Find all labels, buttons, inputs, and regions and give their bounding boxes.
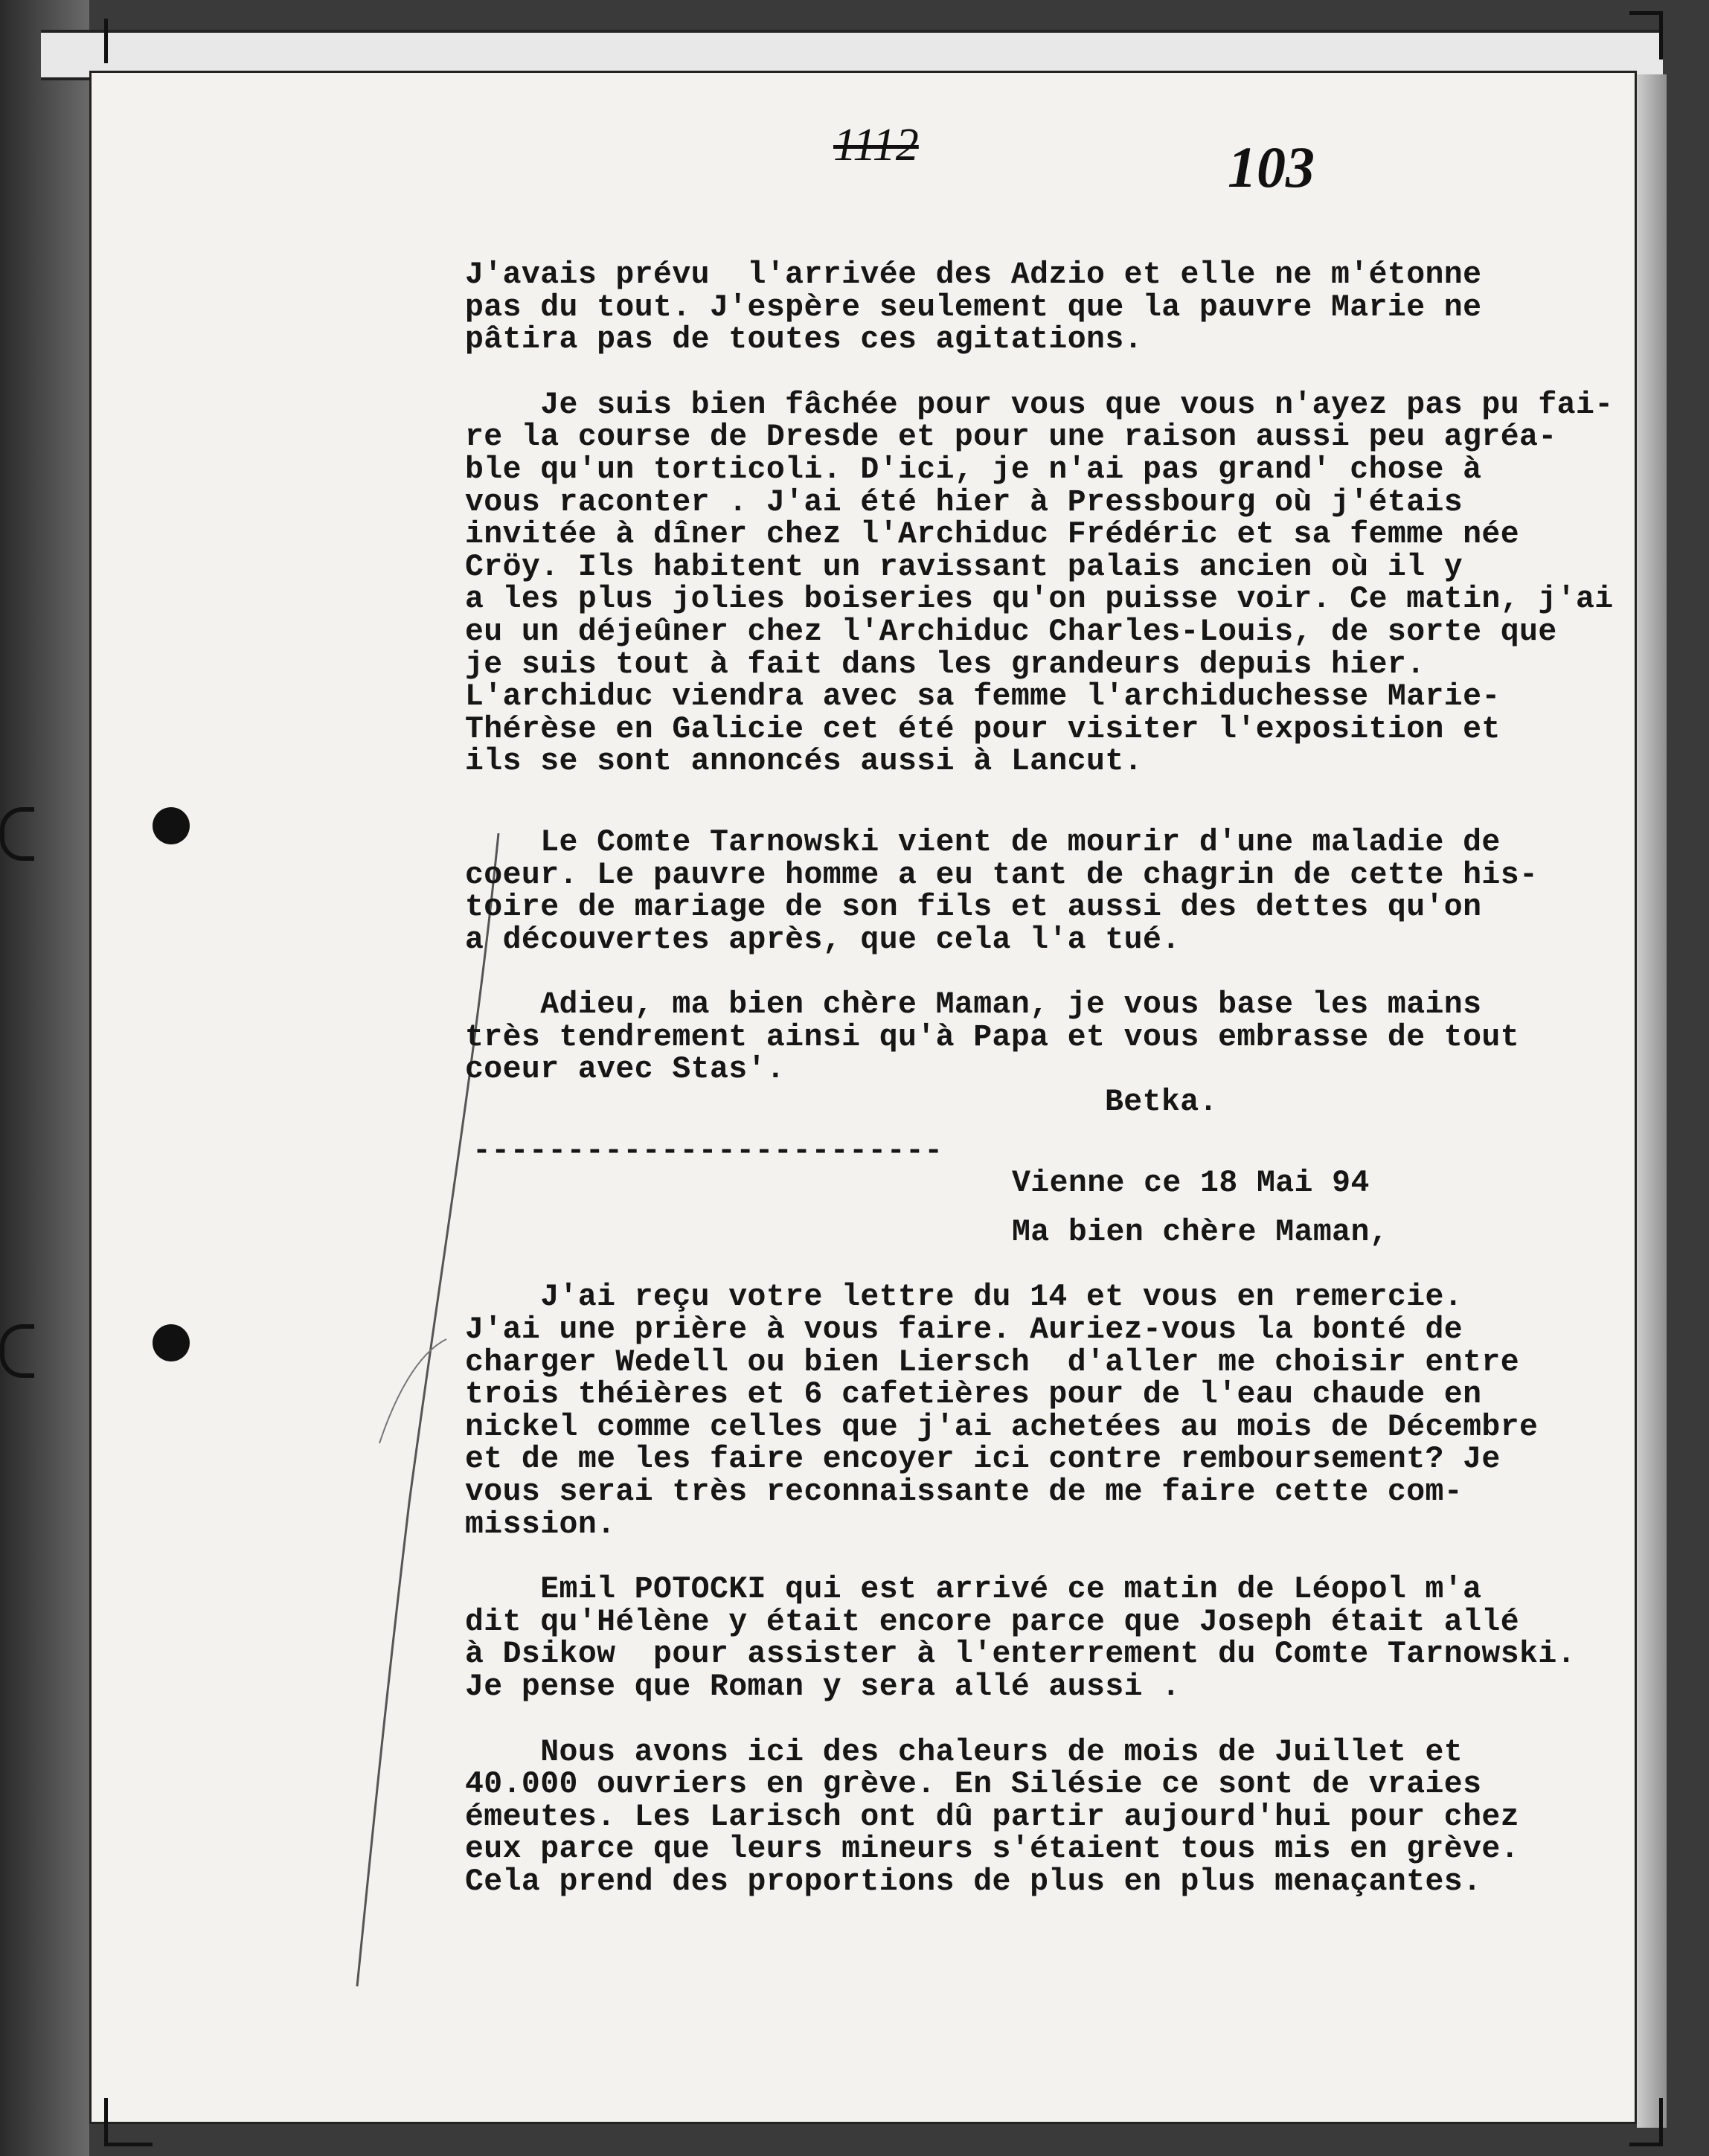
paragraph [465,259,1626,356]
scan-left-edge [0,0,89,2156]
text-line: invitée à dîner chez l'Archiduc Frédéric et sa femme née [465,517,1520,553]
text-line: vous raconter . J'ai été hier à Pressbourg où j'étais [465,484,1463,520]
text-line: Emil POTOCKI qui est arrivé ce matin de Léopol m'a [465,1572,1482,1608]
text-line: Le Comte Tarnowski vient de mourir d'une maladie de [465,824,1501,860]
text-line: trois théières et 6 cafetières pour de l'eau chaude en [465,1377,1482,1413]
text-line: Thérèse en Galicie cet été pour visiter l'exposition et [465,711,1501,747]
paragraph [465,1281,1626,1541]
text-line: J'ai reçu votre lettre du 14 et vous en remercie. [465,1280,1463,1315]
text-line: J'ai une prière à vous faire. Auriez-vous la bonté de [465,1312,1463,1348]
salutation: Ma bien chère Maman, [1012,1214,1389,1250]
text-line: pâtira pas de toutes ces agitations. [465,322,1143,358]
text-line: J'avais prévu l'arrivée des Adzio et elle ne m'étonne [465,257,1482,292]
text-line: ble qu'un torticoli. D'ici, je n'ai pas grand' chose à [465,452,1482,487]
text-line: à Dsikow pour assister à l'enterrement du Comte Tarnowski. [465,1637,1576,1672]
text-line: coeur. Le pauvre homme a eu tant de chagrin de cette his- [465,857,1539,893]
letter-2 [465,1167,1626,1898]
text-line: Cröy. Ils habitent un ravissant palais ancien où il y [465,549,1463,585]
text-line: Adieu, ma bien chère Maman, je vous base les mains [465,987,1482,1023]
crop-mark-bottom-left [104,2098,153,2146]
paragraph [465,1736,1626,1899]
stacked-pages-edge [1637,74,1667,2128]
text-line: coeur avec Stas'. [465,1052,786,1088]
dateline: Vienne ce 18 Mai 94 [1012,1166,1370,1201]
text-line: Cela prend des proportions de plus en plus menaçantes. [465,1864,1482,1899]
text-line: a les plus jolies boiseries qu'on puisse voir. Ce matin, j'ai [465,582,1614,617]
paragraph [465,389,1626,778]
text-line: Je pense que Roman y sera allé aussi . [465,1669,1181,1704]
text-line: mission. [465,1507,616,1542]
letter-1 [465,259,1626,1119]
separator-line: ------------------------- [472,1133,943,1169]
text-line: re la course de Dresde et pour une raison aussi peu agréa- [465,420,1557,455]
text-line: dit qu'Hélène y était encore parce que Joseph était allé [465,1604,1520,1640]
paragraph [465,989,1626,1086]
text-line: eux parce que leurs mineurs s'étaient tous mis en grève. [465,1832,1520,1867]
crop-mark-top-right [1629,11,1663,60]
typewritten-text [465,259,1626,1899]
text-line: eu un déjeûner chez l'Archiduc Charles-Louis, de sorte que [465,614,1557,649]
crossed-page-number: 1112 [833,120,919,170]
text-line: a découvertes après, que cela l'a tué. [465,922,1181,957]
paragraph [465,824,1626,957]
signature: Betka. [1105,1085,1218,1120]
paragraph [465,1573,1626,1703]
text-line: Je suis bien fâchée pour vous que vous n'ayez pas pu fai- [465,387,1614,423]
crop-mark-top-left [104,19,153,63]
text-line: je suis tout à fait dans les grandeurs depuis hier. [465,647,1426,682]
punch-hole-icon [153,1324,190,1361]
text-line: L'archiduc viendra avec sa femme l'archiduchesse Marie- [465,679,1501,715]
text-line: charger Wedell ou bien Liersch d'aller me choisir entre [465,1344,1520,1380]
text-line: Nous avons ici des chaleurs de mois de Juillet et [465,1734,1463,1770]
text-line: émeutes. Les Larisch ont dû partir aujourd'hui pour chez [465,1799,1520,1835]
text-line: toire de mariage de son fils et aussi des dettes qu'on [465,890,1482,925]
text-line: pas du tout. J'espère seulement que la pauvre Marie ne [465,289,1482,325]
text-line: et de me les faire encoyer ici contre remboursement? Je [465,1442,1501,1478]
text-line: ils se sont annoncés aussi à Lancut. [465,744,1143,780]
binder-ring-icon [0,1324,34,1378]
text-line: 40.000 ouvriers en grève. En Silésie ce sont de vraies [465,1767,1482,1803]
text-line: vous serai très reconnaissante de me faire cette com- [465,1475,1463,1509]
binder-ring-icon [0,807,34,861]
handwritten-page-number: 103 [1228,135,1315,199]
text-line: nickel comme celles que j'ai achetées au mois de Décembre [465,1409,1539,1445]
text-line: très tendrement ainsi qu'à Papa et vous embrasse de tout [465,1019,1520,1055]
crop-mark-bottom-right [1629,2098,1663,2146]
punch-hole-icon [153,807,190,844]
